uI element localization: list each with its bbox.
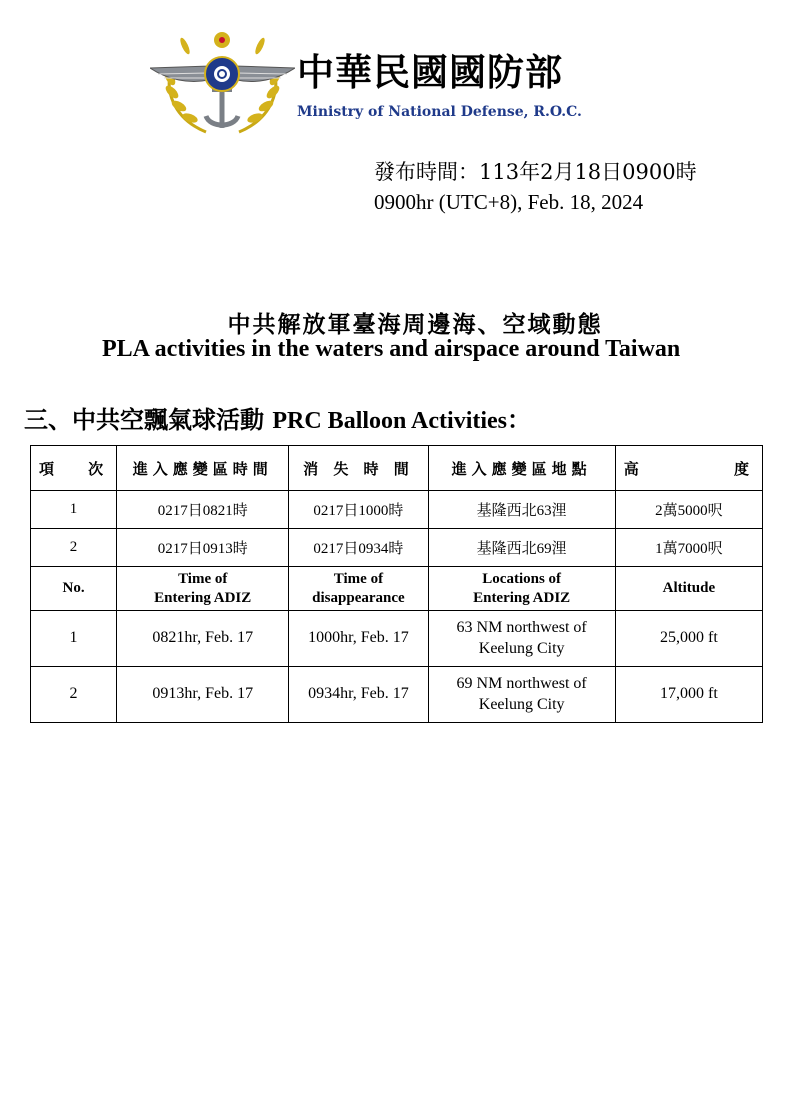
cell-no: 2 — [31, 529, 117, 567]
header-disappear-time-zh: 消 失 時 間 — [289, 446, 428, 491]
cell-altitude: 2萬5000呎 — [615, 491, 762, 529]
mnd-emblem-icon — [150, 28, 295, 138]
cell-altitude: 1萬7000呎 — [615, 529, 762, 567]
org-name-zh: 中華民國國防部 — [297, 51, 563, 94]
header-disappear-time-line2: disappearance — [312, 589, 405, 606]
header-location-line1: Locations of — [482, 570, 562, 587]
document-title-zh: 中共解放軍臺海周邊海、空域動態 — [227, 311, 603, 338]
cell-enter-time: 0913hr, Feb. 17 — [117, 667, 289, 723]
header-alt-b: 度 — [733, 459, 754, 478]
cell-location-line1: 69 NM northwest of — [456, 674, 587, 692]
section-heading-en: PRC Balloon Activities： — [272, 408, 532, 434]
section-heading — [24, 400, 531, 435]
header-enter-time-en — [117, 567, 289, 611]
header-location-en — [428, 567, 615, 611]
header-location-line2: Entering ADIZ — [473, 589, 571, 606]
cell-enter-time: 0217日0821時 — [117, 491, 289, 529]
header-enter-time-zh: 進入應變區時間 — [117, 446, 289, 491]
header-enter-time-line1: Time of — [178, 570, 228, 587]
header-disappear-time-line1: Time of — [333, 570, 384, 587]
table-row — [31, 667, 763, 723]
header-altitude-zh — [615, 446, 762, 491]
header-no-en: No. — [31, 567, 117, 611]
cell-altitude: 25,000 ft — [615, 611, 762, 667]
cell-altitude: 17,000 ft — [615, 667, 762, 723]
cell-enter-time: 0821hr, Feb. 17 — [117, 611, 289, 667]
publish-time-en: 0900hr (UTC+8), Feb. 18, 2024 — [374, 190, 644, 214]
cell-disappear-time: 1000hr, Feb. 17 — [289, 611, 428, 667]
org-name-en: Ministry of National Defense, R.O.C. — [297, 104, 582, 120]
cell-location: 基隆西北63浬 — [428, 491, 615, 529]
section-heading-zh: 三、中共空飄氣球活動 — [24, 405, 273, 434]
cell-location-line2: Keelung City — [478, 639, 565, 657]
cell-location — [428, 611, 615, 667]
document-title-en: PLA activities in the waters and airspace around Taiwan — [102, 336, 681, 362]
balloon-activity-table — [30, 445, 763, 723]
cell-disappear-time: 0934hr, Feb. 17 — [289, 667, 428, 723]
header-location-zh: 進入應變區地點 — [428, 446, 615, 491]
cell-enter-time: 0217日0913時 — [117, 529, 289, 567]
table-row — [31, 491, 763, 529]
header-alt-a: 高 — [623, 459, 644, 478]
table-row — [31, 529, 763, 567]
header-no-b: 次 — [88, 459, 109, 478]
cell-no: 1 — [31, 491, 117, 529]
cell-location-line1: 63 NM northwest of — [456, 618, 587, 636]
table-row — [31, 611, 763, 667]
cell-location — [428, 667, 615, 723]
cell-disappear-time: 0217日1000時 — [289, 491, 428, 529]
header-disappear-time-en — [289, 567, 428, 611]
header-no-a: 項 — [39, 459, 60, 478]
header-altitude-en: Altitude — [615, 567, 762, 611]
cell-disappear-time: 0217日0934時 — [289, 529, 428, 567]
cell-location-line2: Keelung City — [478, 695, 565, 713]
header-no-zh — [31, 446, 117, 491]
header-enter-time-line2: Entering ADIZ — [154, 589, 252, 606]
publish-time-zh: 發布時間：113年2月18日0900時 — [374, 160, 697, 184]
cell-no: 1 — [31, 611, 117, 667]
table-header-zh — [31, 446, 763, 491]
table-header-en — [31, 567, 763, 611]
cell-no: 2 — [31, 667, 117, 723]
cell-location: 基隆西北69浬 — [428, 529, 615, 567]
